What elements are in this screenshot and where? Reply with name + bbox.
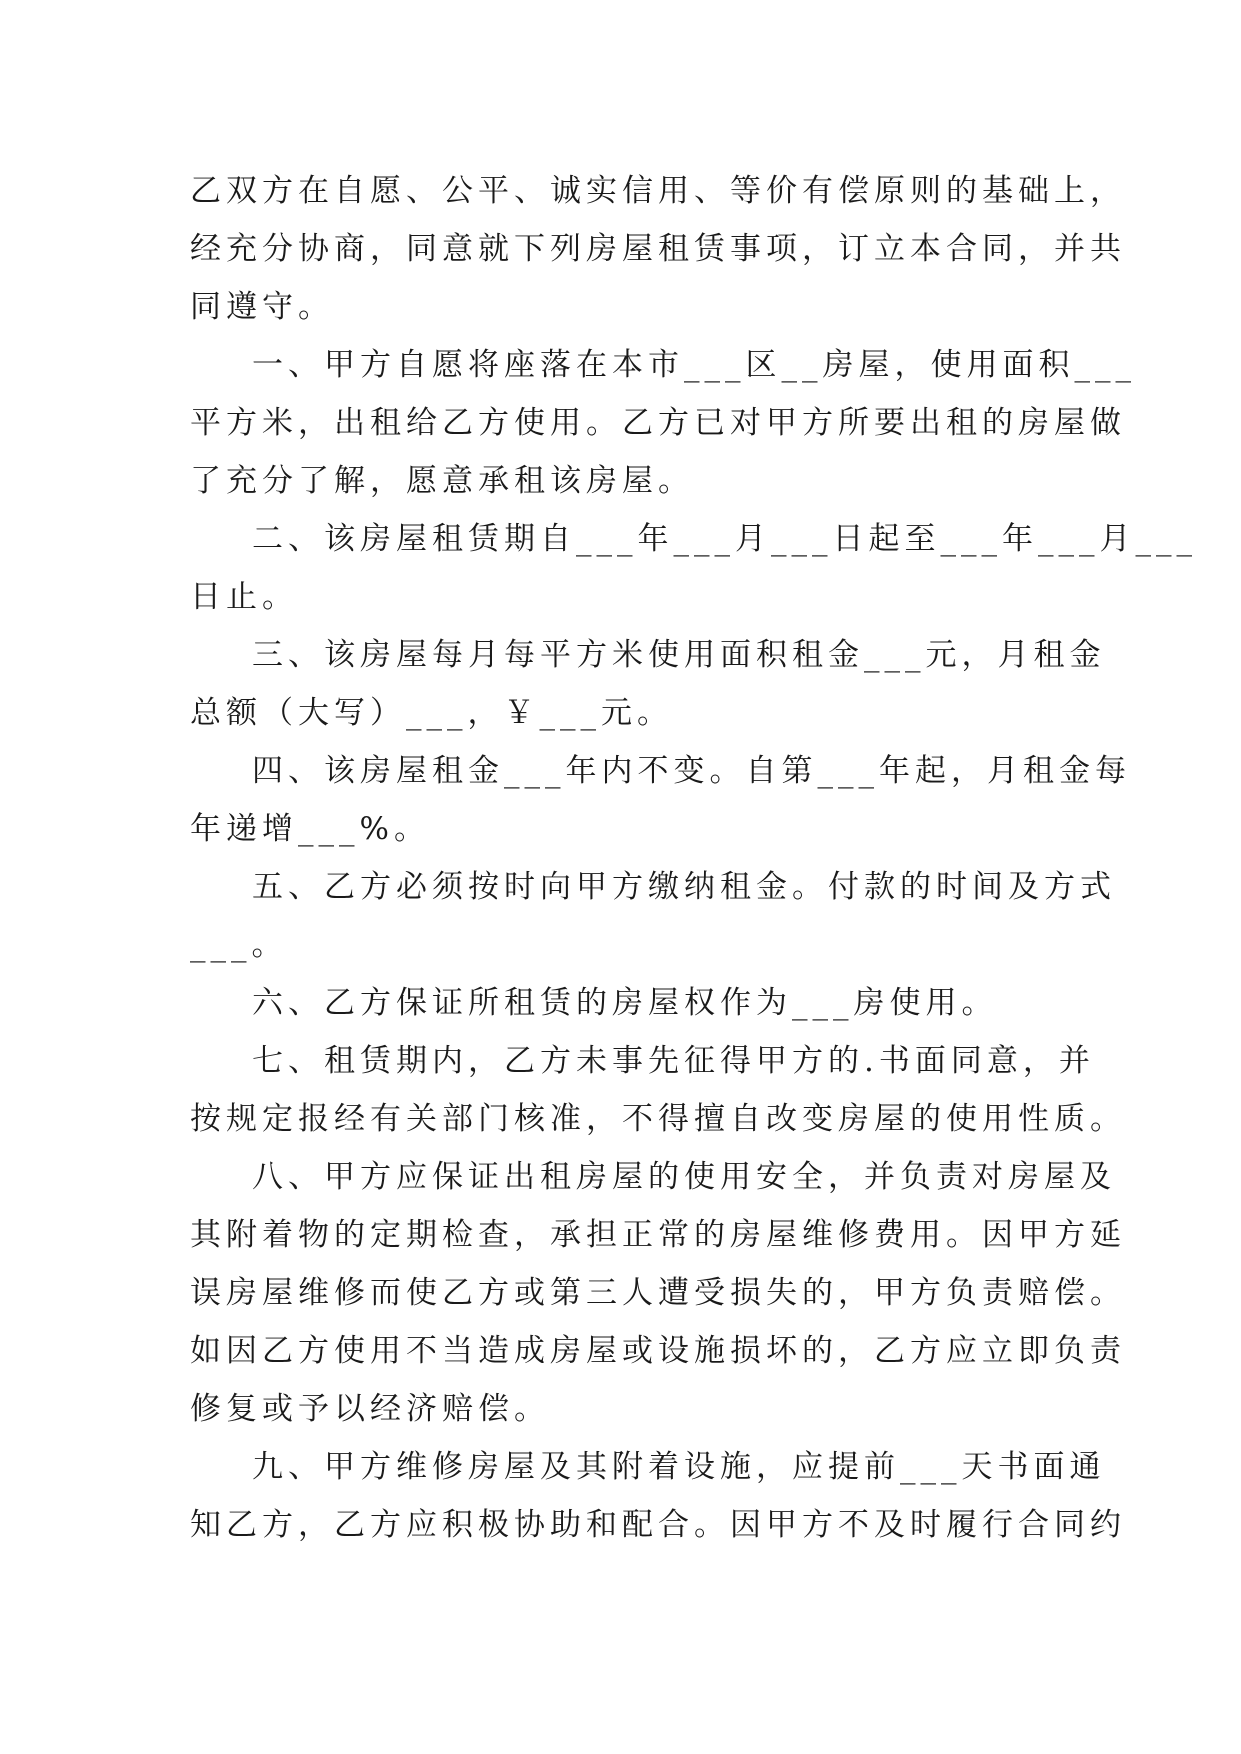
text-line: 按规定报经有关部门核准，不得擅自改变房屋的使用性质。 bbox=[190, 1101, 1126, 1137]
text-line: 误房屋维修而使乙方或第三人遭受损失的，甲方负责赔偿。 bbox=[190, 1275, 1126, 1311]
text-line: 二、该房屋租赁期自___年___月___日起至___年___月___ bbox=[252, 521, 1197, 557]
text-line: 三、该房屋每月每平方米使用面积租金___元，月租金 bbox=[252, 637, 1106, 673]
text-line: 知乙方，乙方应积极协助和配合。因甲方不及时履行合同约 bbox=[190, 1507, 1126, 1543]
text-line: 经充分协商，同意就下列房屋租赁事项，订立本合同，并共 bbox=[190, 231, 1126, 267]
text-line: 四、该房屋租金___年内不变。自第___年起，月租金每 bbox=[252, 753, 1131, 789]
text-line: 如因乙方使用不当造成房屋或设施损坏的，乙方应立即负责 bbox=[190, 1333, 1126, 1369]
contract-text bbox=[190, 162, 1197, 1554]
text-line: 同遵守。 bbox=[190, 289, 334, 325]
text-line: 五、乙方必须按时向甲方缴纳租金。付款的时间及方式 bbox=[252, 869, 1116, 905]
text-line: 修复或予以经济赔偿。 bbox=[190, 1391, 550, 1427]
text-line: 六、乙方保证所租赁的房屋权作为___房使用。 bbox=[252, 985, 998, 1021]
text-line: 平方米，出租给乙方使用。乙方已对甲方所要出租的房屋做 bbox=[190, 405, 1126, 441]
text-line: 八、甲方应保证出租房屋的使用安全，并负责对房屋及 bbox=[252, 1159, 1116, 1195]
text-line: 其附着物的定期检查，承担正常的房屋维修费用。因甲方延 bbox=[190, 1217, 1126, 1253]
text-line: 乙双方在自愿、公平、诚实信用、等价有偿原则的基础上， bbox=[190, 173, 1126, 209]
text-line: 日止。 bbox=[190, 579, 298, 615]
text-line: 一、甲方自愿将座落在本市___区__房屋，使用面积___ bbox=[252, 347, 1136, 383]
text-line: 了充分了解，愿意承租该房屋。 bbox=[190, 463, 694, 499]
text-line: 总额（大写）___，￥___元。 bbox=[190, 695, 673, 731]
text-line: 九、甲方维修房屋及其附着设施，应提前___天书面通 bbox=[252, 1449, 1106, 1485]
text-line: 年递增___%。 bbox=[190, 811, 430, 847]
text-line: ___。 bbox=[190, 927, 288, 963]
text-line: 七、租赁期内，乙方未事先征得甲方的.书面同意，并 bbox=[252, 1043, 1095, 1079]
